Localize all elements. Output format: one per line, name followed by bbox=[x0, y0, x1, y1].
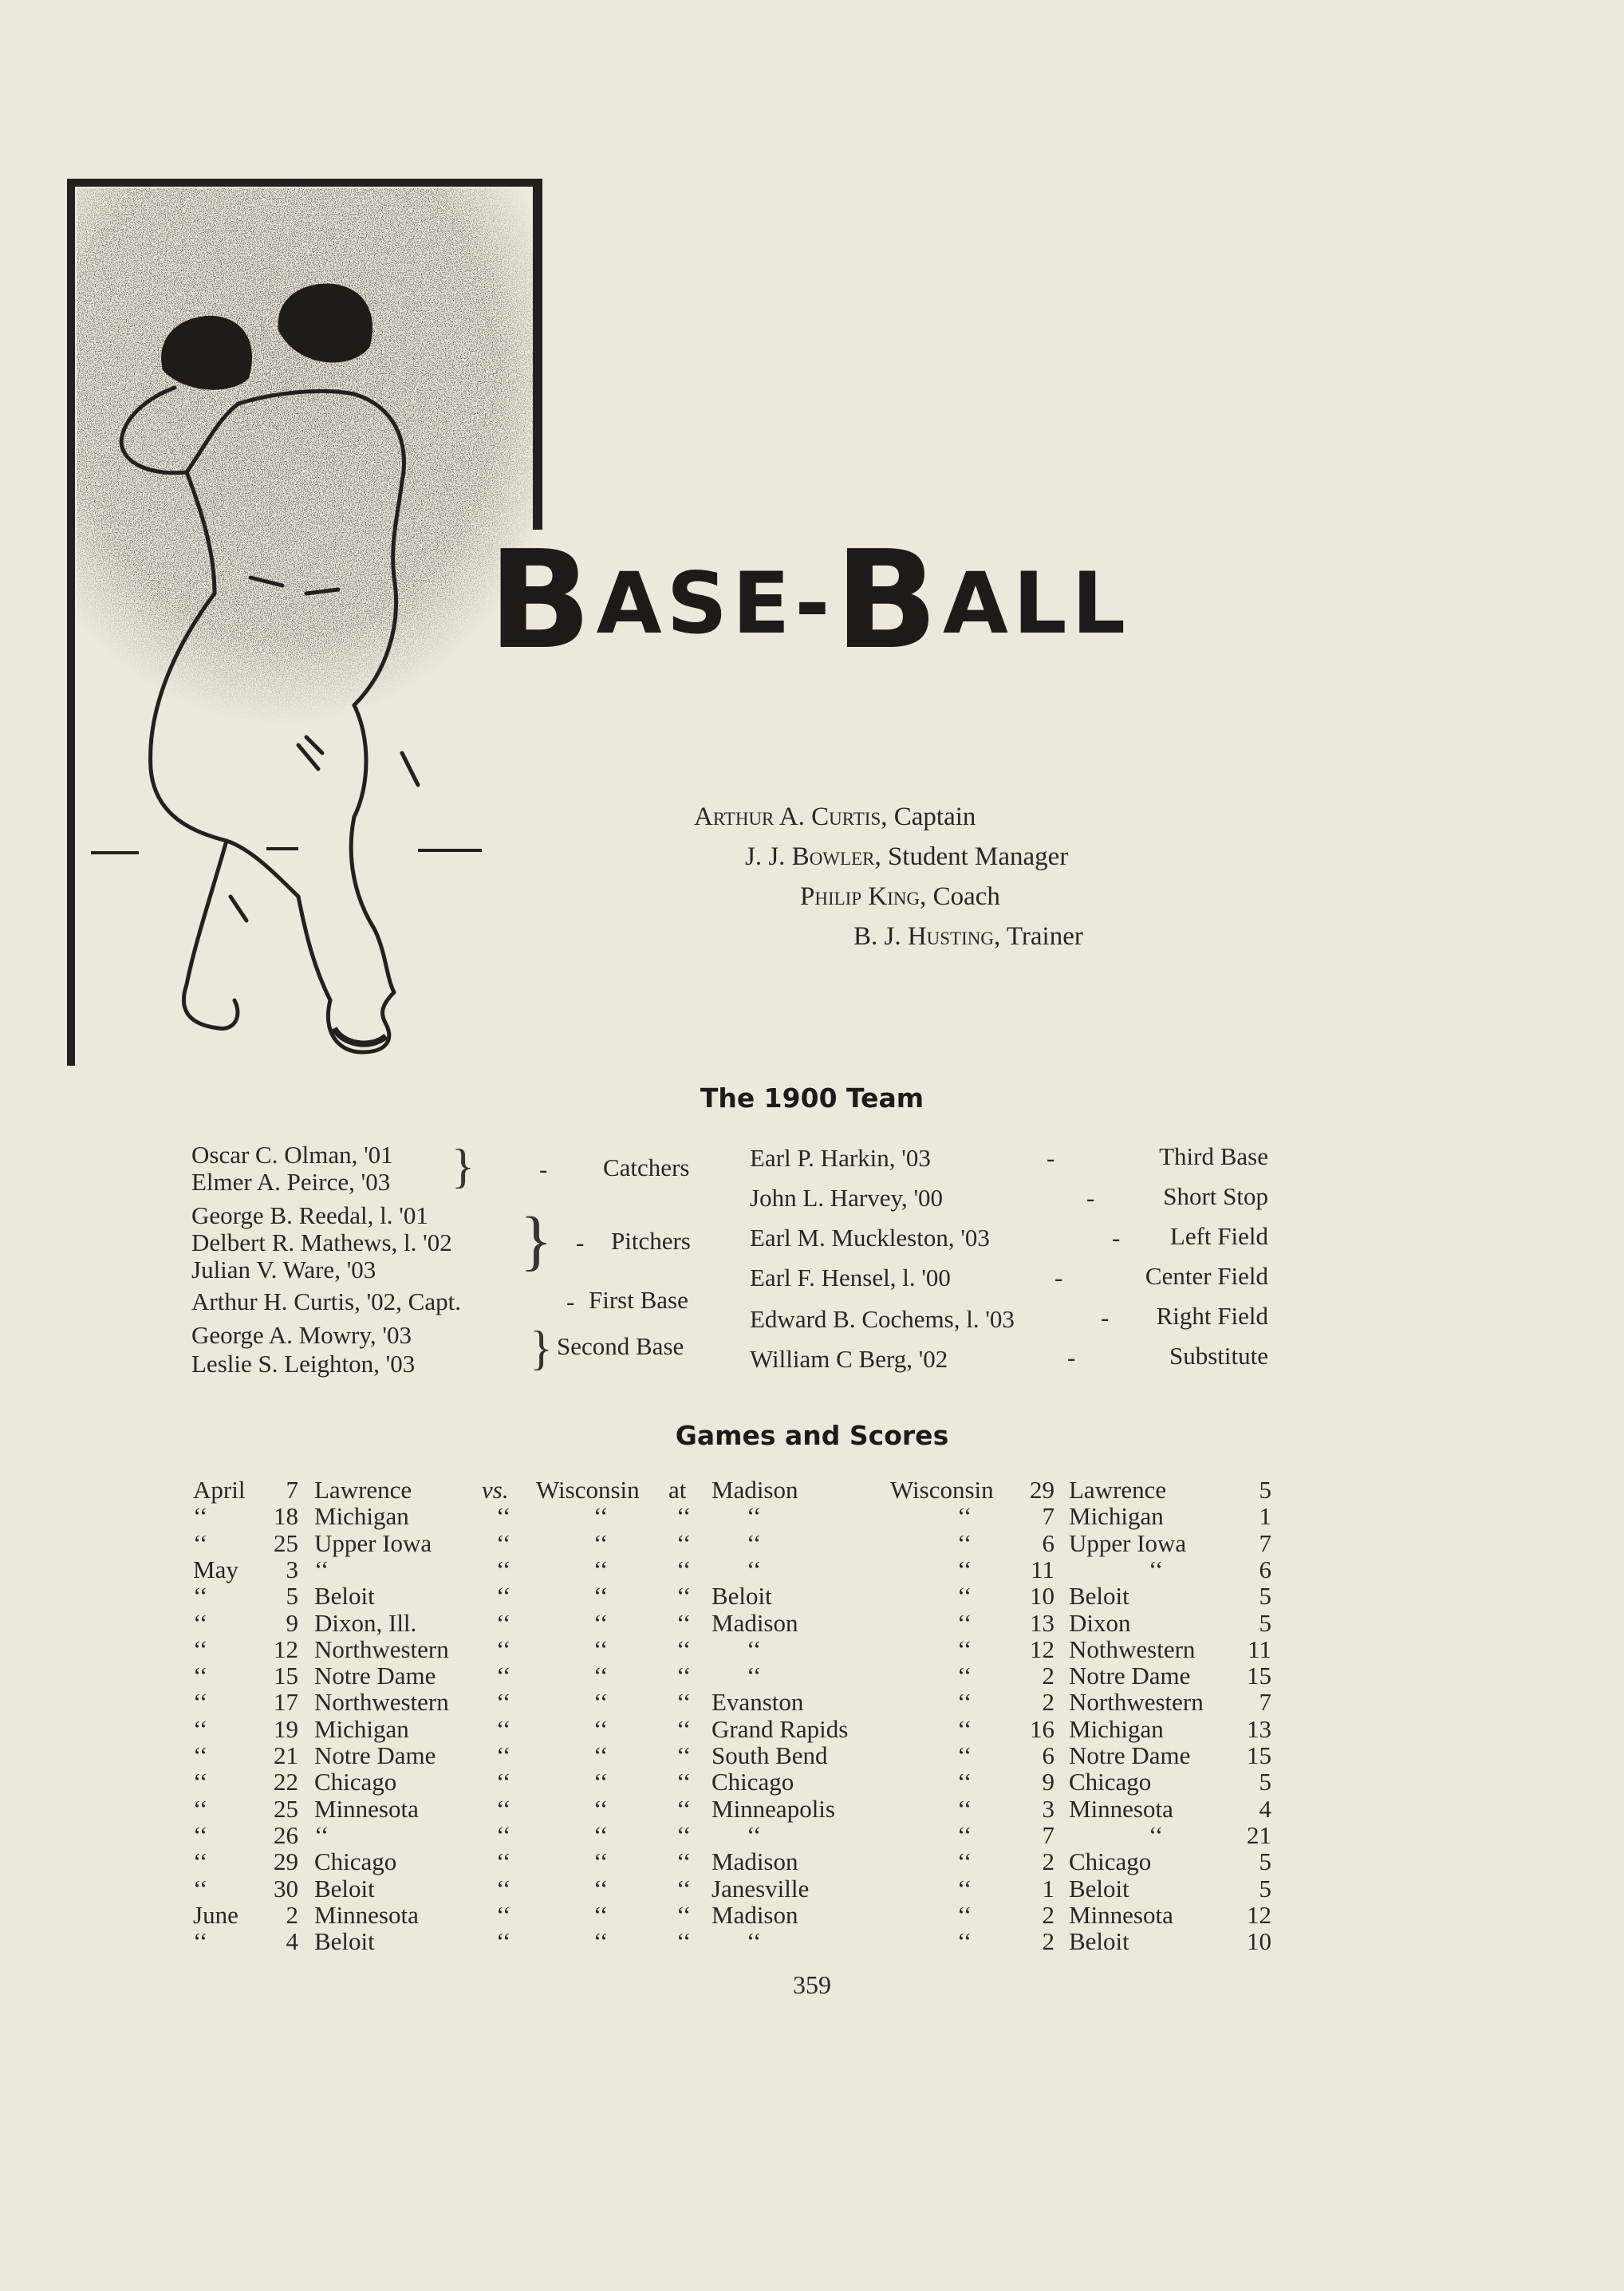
ditto-mark: ‘‘ bbox=[496, 1528, 511, 1557]
game-opponent: Michigan bbox=[314, 1714, 409, 1743]
game-place: Madison bbox=[711, 1476, 798, 1504]
position-label: Second Base bbox=[557, 1332, 684, 1360]
opponent-score: 6 bbox=[1259, 1555, 1271, 1583]
game-day: 21 bbox=[274, 1741, 298, 1769]
game-month: April bbox=[193, 1476, 246, 1504]
ditto-mark: ‘‘ bbox=[957, 1927, 972, 1956]
brace: } bbox=[451, 1140, 475, 1193]
ditto-mark: ‘‘ bbox=[496, 1794, 511, 1823]
opponent-name: Chicago bbox=[1069, 1768, 1152, 1796]
player-name: Leslie S. Leighton, '03 bbox=[191, 1350, 416, 1378]
opponent-name: ‘‘ bbox=[1149, 1555, 1164, 1583]
opponent-score: 7 bbox=[1259, 1528, 1271, 1557]
ditto-mark: ‘‘ bbox=[957, 1688, 972, 1717]
brace: } bbox=[520, 1204, 553, 1278]
game-day: 25 bbox=[274, 1528, 298, 1557]
game-day: 12 bbox=[274, 1634, 298, 1663]
game-month: ‘‘ bbox=[193, 1741, 208, 1769]
ditto-mark: ‘‘ bbox=[593, 1582, 609, 1611]
ditto-mark: ‘‘ bbox=[593, 1634, 609, 1663]
dash: - bbox=[1047, 1144, 1055, 1172]
dash: - bbox=[539, 1155, 548, 1183]
game-month: May bbox=[193, 1555, 238, 1583]
opponent-name: Notre Dame bbox=[1069, 1662, 1191, 1690]
ditto-mark: ‘‘ bbox=[496, 1634, 511, 1663]
game-opponent: Beloit bbox=[314, 1582, 375, 1611]
wisconsin-score: 16 bbox=[1030, 1714, 1054, 1743]
game-place: ‘‘ bbox=[747, 1528, 762, 1557]
ditto-mark: ‘‘ bbox=[593, 1502, 609, 1531]
game-month: ‘‘ bbox=[193, 1662, 208, 1690]
ditto-mark: ‘‘ bbox=[957, 1847, 972, 1876]
position-label: Catchers bbox=[603, 1153, 690, 1181]
player-name: John L. Harvey, '00 bbox=[750, 1184, 944, 1212]
dash: - bbox=[1101, 1303, 1110, 1331]
player-name: William C Berg, '02 bbox=[750, 1345, 948, 1373]
game-opponent: ‘‘ bbox=[314, 1555, 329, 1583]
title-letter-b2: B bbox=[834, 522, 943, 680]
ditto-mark: ‘‘ bbox=[676, 1847, 692, 1876]
ditto-mark: ‘‘ bbox=[496, 1662, 511, 1690]
game-day: 22 bbox=[274, 1768, 298, 1796]
game-place: Grand Rapids bbox=[711, 1714, 849, 1743]
player-name: Arthur H. Curtis, '02, Capt. bbox=[191, 1287, 461, 1315]
ditto-mark: ‘‘ bbox=[593, 1714, 609, 1743]
title-part-all: ALL bbox=[942, 554, 1131, 653]
ditto-mark: ‘‘ bbox=[676, 1555, 692, 1583]
opponent-score: 5 bbox=[1259, 1476, 1271, 1504]
opponent-score: 15 bbox=[1247, 1741, 1271, 1769]
game-month: ‘‘ bbox=[193, 1794, 208, 1823]
game-place: ‘‘ bbox=[747, 1634, 762, 1663]
position-label: Right Field bbox=[1156, 1302, 1268, 1330]
position-label: Left Field bbox=[1169, 1222, 1268, 1250]
ditto-mark: ‘‘ bbox=[676, 1820, 692, 1849]
opponent-score: 5 bbox=[1259, 1608, 1271, 1637]
game-place: Madison bbox=[711, 1608, 798, 1637]
ditto-mark: ‘‘ bbox=[957, 1768, 972, 1796]
opponent-name: Beloit bbox=[1069, 1874, 1129, 1903]
ditto-mark: ‘‘ bbox=[676, 1608, 692, 1637]
ditto-mark: ‘‘ bbox=[676, 1900, 692, 1929]
player-name: George A. Mowry, '03 bbox=[191, 1321, 412, 1349]
ditto-mark: ‘‘ bbox=[676, 1714, 692, 1743]
ditto-mark: ‘‘ bbox=[957, 1874, 972, 1903]
at-label: at bbox=[668, 1476, 687, 1504]
game-day: 30 bbox=[274, 1874, 298, 1903]
ditto-mark: ‘‘ bbox=[957, 1820, 972, 1849]
game-opponent: Notre Dame bbox=[314, 1741, 436, 1769]
wisconsin-score: 7 bbox=[1042, 1820, 1054, 1849]
wisconsin-score: 2 bbox=[1042, 1900, 1054, 1929]
opponent-score: 1 bbox=[1259, 1502, 1271, 1531]
game-opponent: Lawrence bbox=[314, 1476, 412, 1504]
opponent-name: Chicago bbox=[1069, 1847, 1152, 1876]
game-place: ‘‘ bbox=[747, 1555, 762, 1583]
game-month: ‘‘ bbox=[193, 1502, 208, 1531]
opponent-score: 4 bbox=[1259, 1794, 1271, 1823]
game-opponent: Chicago bbox=[314, 1847, 397, 1876]
staff-trainer: B. J. Husting, Trainer bbox=[853, 922, 1083, 951]
game-month: ‘‘ bbox=[193, 1582, 208, 1611]
game-place: Janesville bbox=[711, 1874, 810, 1903]
ditto-mark: ‘‘ bbox=[496, 1874, 511, 1903]
opponent-score: 21 bbox=[1247, 1820, 1271, 1849]
game-month: ‘‘ bbox=[193, 1768, 208, 1796]
game-month: ‘‘ bbox=[193, 1528, 208, 1557]
wisconsin-score: 2 bbox=[1042, 1847, 1054, 1876]
game-opponent: Minnesota bbox=[314, 1794, 419, 1823]
ditto-mark: ‘‘ bbox=[496, 1688, 511, 1717]
ditto-mark: ‘‘ bbox=[957, 1555, 972, 1583]
game-place: ‘‘ bbox=[747, 1820, 762, 1849]
ditto-mark: ‘‘ bbox=[593, 1847, 609, 1876]
game-day: 17 bbox=[274, 1688, 298, 1717]
opponent-score: 15 bbox=[1247, 1662, 1271, 1690]
game-opponent: Upper Iowa bbox=[314, 1528, 432, 1557]
player-name: Elmer A. Peirce, '03 bbox=[191, 1168, 391, 1196]
dash: - bbox=[566, 1287, 575, 1315]
ditto-mark: ‘‘ bbox=[676, 1634, 692, 1663]
wisconsin-score: 6 bbox=[1042, 1528, 1054, 1557]
game-day: 7 bbox=[286, 1476, 298, 1504]
ditto-mark: ‘‘ bbox=[676, 1874, 692, 1903]
wisconsin-score: 9 bbox=[1042, 1768, 1054, 1796]
game-day: 3 bbox=[286, 1555, 298, 1583]
dash: - bbox=[1054, 1264, 1063, 1291]
ditto-mark: ‘‘ bbox=[496, 1741, 511, 1769]
player-name: Earl M. Muckleston, '03 bbox=[750, 1224, 990, 1252]
game-opponent: Michigan bbox=[314, 1502, 409, 1531]
game-opponent: Beloit bbox=[314, 1927, 375, 1956]
opponent-score: 13 bbox=[1247, 1714, 1271, 1743]
player-name: Delbert R. Mathews, l. '02 bbox=[191, 1228, 452, 1256]
wisconsin-score: 1 bbox=[1042, 1874, 1054, 1903]
ditto-mark: ‘‘ bbox=[593, 1555, 609, 1583]
game-opponent: Northwestern bbox=[314, 1634, 449, 1663]
game-place: Madison bbox=[711, 1847, 798, 1876]
ditto-mark: ‘‘ bbox=[676, 1768, 692, 1796]
ditto-mark: ‘‘ bbox=[496, 1927, 511, 1956]
opponent-score: 5 bbox=[1259, 1768, 1271, 1796]
game-opponent: Chicago bbox=[314, 1768, 397, 1796]
wisconsin-score: 2 bbox=[1042, 1662, 1054, 1690]
opponent-name: Nothwestern bbox=[1069, 1634, 1196, 1663]
game-opponent: Notre Dame bbox=[314, 1662, 436, 1690]
ditto-mark: ‘‘ bbox=[593, 1528, 609, 1557]
title-hyphen: - bbox=[794, 554, 835, 653]
ditto-mark: ‘‘ bbox=[957, 1634, 972, 1663]
opponent-name: Lawrence bbox=[1069, 1476, 1167, 1504]
staff-coach: Philip King, Coach bbox=[800, 882, 1000, 911]
game-day: 25 bbox=[274, 1794, 298, 1823]
page-title bbox=[488, 522, 1131, 680]
games-heading: Games and Scores bbox=[675, 1420, 949, 1451]
wisconsin-score: 13 bbox=[1030, 1608, 1054, 1637]
ditto-mark: ‘‘ bbox=[496, 1847, 511, 1876]
game-opponent: Beloit bbox=[314, 1874, 375, 1903]
ditto-mark: ‘‘ bbox=[676, 1688, 692, 1717]
brace: } bbox=[530, 1322, 553, 1374]
game-day: 5 bbox=[286, 1582, 298, 1611]
staff-manager: J. J. Bowler, Student Manager bbox=[745, 842, 1069, 871]
game-day: 9 bbox=[286, 1608, 298, 1637]
opponent-score: 5 bbox=[1259, 1874, 1271, 1903]
title-part-ase: ASE bbox=[596, 554, 795, 653]
wisconsin-score: 7 bbox=[1042, 1502, 1054, 1531]
opponent-name: Michigan bbox=[1069, 1714, 1164, 1743]
wisconsin-score: 2 bbox=[1042, 1688, 1054, 1717]
ditto-mark: ‘‘ bbox=[593, 1662, 609, 1690]
vs-label: vs. bbox=[482, 1476, 509, 1504]
game-place: ‘‘ bbox=[747, 1502, 762, 1531]
ditto-mark: ‘‘ bbox=[593, 1900, 609, 1929]
ditto-mark: ‘‘ bbox=[957, 1528, 972, 1557]
game-month: ‘‘ bbox=[193, 1714, 208, 1743]
game-day: 2 bbox=[286, 1900, 298, 1929]
wisconsin-score: 29 bbox=[1030, 1476, 1054, 1504]
position-label: First Base bbox=[589, 1286, 688, 1314]
player-name: Edward B. Cochems, l. '03 bbox=[750, 1305, 1015, 1333]
opponent-name: ‘‘ bbox=[1149, 1820, 1164, 1849]
ditto-mark: ‘‘ bbox=[496, 1555, 511, 1583]
ditto-mark: ‘‘ bbox=[676, 1528, 692, 1557]
ditto-mark: ‘‘ bbox=[676, 1582, 692, 1611]
dash: - bbox=[576, 1228, 585, 1256]
staff-captain: Arthur A. Curtis, Captain bbox=[694, 802, 976, 831]
game-place: Minneapolis bbox=[711, 1794, 835, 1823]
ditto-mark: ‘‘ bbox=[496, 1608, 511, 1637]
game-day: 26 bbox=[274, 1820, 298, 1849]
game-month: ‘‘ bbox=[193, 1847, 208, 1876]
ditto-mark: ‘‘ bbox=[957, 1502, 972, 1531]
game-month: June bbox=[193, 1900, 238, 1929]
opponent-name: Beloit bbox=[1069, 1582, 1129, 1611]
game-opponent: Northwestern bbox=[314, 1688, 449, 1717]
opponent-score: 5 bbox=[1259, 1847, 1271, 1876]
ditto-mark: ‘‘ bbox=[593, 1874, 609, 1903]
game-day: 18 bbox=[274, 1502, 298, 1531]
game-opponent: Minnesota bbox=[314, 1900, 419, 1929]
game-place: Chicago bbox=[711, 1768, 794, 1796]
ditto-mark: ‘‘ bbox=[593, 1927, 609, 1956]
home-team: Wisconsin bbox=[536, 1476, 640, 1504]
game-place: South Bend bbox=[711, 1741, 828, 1769]
game-place: Beloit bbox=[711, 1582, 772, 1611]
ditto-mark: ‘‘ bbox=[957, 1741, 972, 1769]
ditto-mark: ‘‘ bbox=[496, 1714, 511, 1743]
game-day: 15 bbox=[274, 1662, 298, 1690]
game-place: Madison bbox=[711, 1900, 798, 1929]
opponent-score: 12 bbox=[1247, 1900, 1271, 1929]
ditto-mark: ‘‘ bbox=[496, 1900, 511, 1929]
ditto-mark: ‘‘ bbox=[496, 1820, 511, 1849]
ditto-mark: ‘‘ bbox=[496, 1582, 511, 1611]
game-day: 19 bbox=[274, 1714, 298, 1743]
baseball-player-illustration bbox=[67, 179, 546, 1066]
game-month: ‘‘ bbox=[193, 1820, 208, 1849]
wisconsin-score: 10 bbox=[1030, 1582, 1054, 1611]
ditto-mark: ‘‘ bbox=[957, 1714, 972, 1743]
wisconsin-score: 6 bbox=[1042, 1741, 1054, 1769]
ditto-mark: ‘‘ bbox=[593, 1768, 609, 1796]
game-month: ‘‘ bbox=[193, 1688, 208, 1717]
position-label: Pitchers bbox=[611, 1227, 691, 1255]
game-opponent: ‘‘ bbox=[314, 1820, 329, 1849]
player-name: George B. Reedal, l. '01 bbox=[191, 1201, 428, 1229]
game-place: ‘‘ bbox=[747, 1662, 762, 1690]
ditto-mark: ‘‘ bbox=[593, 1794, 609, 1823]
title-letter-b1: B bbox=[488, 522, 597, 680]
ditto-mark: ‘‘ bbox=[957, 1662, 972, 1690]
player-name: Oscar C. Olman, '01 bbox=[191, 1141, 393, 1169]
ditto-mark: ‘‘ bbox=[957, 1900, 972, 1929]
home-team-score-label: Wisconsin bbox=[890, 1476, 994, 1504]
ditto-mark: ‘‘ bbox=[496, 1502, 511, 1531]
wisconsin-score: 3 bbox=[1042, 1794, 1054, 1823]
game-month: ‘‘ bbox=[193, 1608, 208, 1637]
ditto-mark: ‘‘ bbox=[676, 1662, 692, 1690]
ditto-mark: ‘‘ bbox=[676, 1794, 692, 1823]
wisconsin-score: 2 bbox=[1042, 1927, 1054, 1956]
opponent-name: Minnesota bbox=[1069, 1794, 1173, 1823]
ditto-mark: ‘‘ bbox=[593, 1688, 609, 1717]
ditto-mark: ‘‘ bbox=[957, 1582, 972, 1611]
game-place: Evanston bbox=[711, 1688, 804, 1717]
ditto-mark: ‘‘ bbox=[676, 1927, 692, 1956]
opponent-name: Dixon bbox=[1069, 1608, 1131, 1637]
opponent-score: 5 bbox=[1259, 1582, 1271, 1611]
wisconsin-score: 11 bbox=[1031, 1555, 1054, 1583]
opponent-name: Beloit bbox=[1069, 1927, 1129, 1956]
game-day: 4 bbox=[286, 1927, 298, 1956]
opponent-score: 7 bbox=[1259, 1688, 1271, 1717]
ditto-mark: ‘‘ bbox=[593, 1820, 609, 1849]
player-name: Earl P. Harkin, '03 bbox=[750, 1144, 931, 1172]
ditto-mark: ‘‘ bbox=[957, 1608, 972, 1637]
game-month: ‘‘ bbox=[193, 1634, 208, 1663]
player-name: Julian V. Ware, '03 bbox=[191, 1256, 376, 1284]
game-place: ‘‘ bbox=[747, 1927, 762, 1956]
dash: - bbox=[1086, 1184, 1095, 1212]
dash: - bbox=[1067, 1343, 1076, 1371]
opponent-name: Upper Iowa bbox=[1069, 1528, 1187, 1557]
game-opponent: Dixon, Ill. bbox=[314, 1608, 417, 1637]
position-label: Short Stop bbox=[1163, 1182, 1268, 1210]
game-day: 29 bbox=[274, 1847, 298, 1876]
team-heading: The 1900 Team bbox=[700, 1082, 924, 1114]
ditto-mark: ‘‘ bbox=[957, 1794, 972, 1823]
opponent-score: 10 bbox=[1247, 1927, 1271, 1956]
opponent-name: Michigan bbox=[1069, 1502, 1164, 1531]
opponent-name: Notre Dame bbox=[1069, 1741, 1191, 1769]
ditto-mark: ‘‘ bbox=[676, 1502, 692, 1531]
dash: - bbox=[1112, 1224, 1121, 1252]
game-month: ‘‘ bbox=[193, 1927, 208, 1956]
opponent-score: 11 bbox=[1248, 1634, 1271, 1663]
position-label: Substitute bbox=[1169, 1342, 1268, 1370]
position-label: Third Base bbox=[1159, 1142, 1268, 1170]
ditto-mark: ‘‘ bbox=[593, 1741, 609, 1769]
position-label: Center Field bbox=[1145, 1262, 1268, 1290]
ditto-mark: ‘‘ bbox=[593, 1608, 609, 1637]
player-shoe bbox=[334, 1028, 386, 1044]
opponent-name: Minnesota bbox=[1069, 1900, 1173, 1929]
game-month: ‘‘ bbox=[193, 1874, 208, 1903]
page-number: 359 bbox=[793, 1970, 831, 1999]
player-name: Earl F. Hensel, l. '00 bbox=[750, 1264, 951, 1291]
ditto-mark: ‘‘ bbox=[676, 1741, 692, 1769]
opponent-name: Northwestern bbox=[1069, 1688, 1204, 1717]
wisconsin-score: 12 bbox=[1030, 1634, 1054, 1663]
ditto-mark: ‘‘ bbox=[496, 1768, 511, 1796]
